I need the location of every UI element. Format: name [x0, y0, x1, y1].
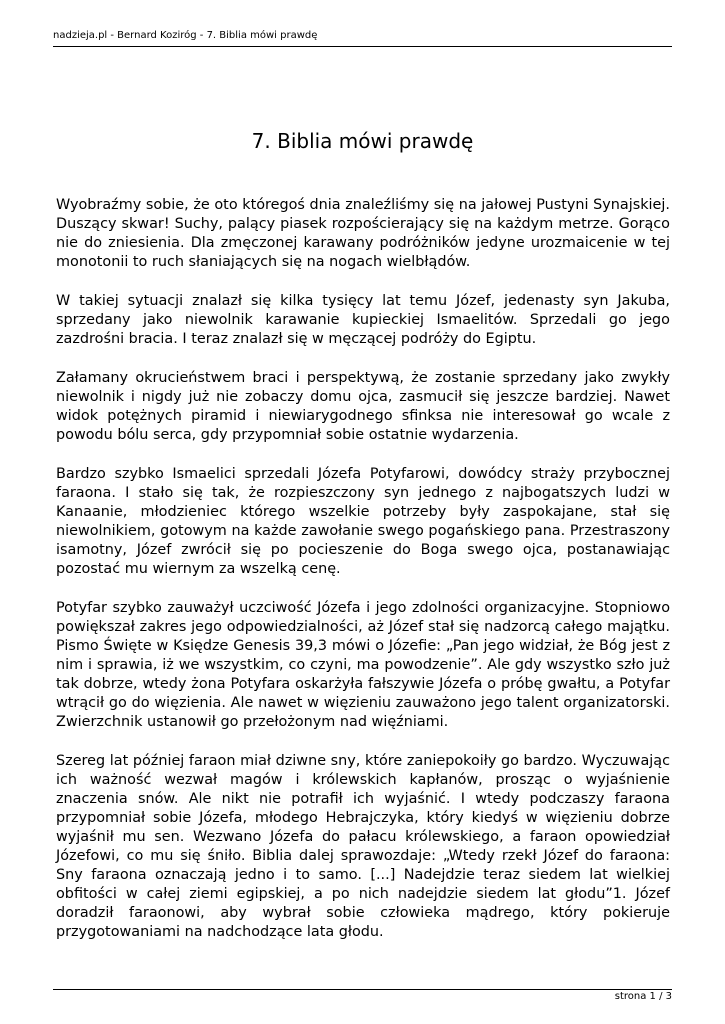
article-body	[56, 196, 670, 962]
paragraph: Wyobraźmy sobie, że oto któregoś dnia znaleźliśmy się na jałowej Pustyni Synajskiej. Duszący skwar! Suchy, palący piasek rozpościerający się na każdym metrze. Gorąco nie do zniesienia. Dla zmęczonej karawany podróżników jedyne urozmaicenie w tej monotonii to ruch słaniających się na nogach wielbłądów.	[56, 197, 670, 270]
paragraph: Potyfar szybko zauważył uczciwość Józefa i jego zdolności organizacyjne. Stopniowo powiększał zakres jego odpowiedzialności, aż Józef stał się nadzorcą całego majątku. Pismo Święte w Księdze Genesis 39,3 mówi o Józefie: „Pan jego widział, że Bóg jest z nim i sprawia, iż we wszystkim, co czyni, ma powodzenie”. Ale gdy wszystko szło już tak dobrze, wtedy żona Potyfara oskarżyła fałszywie Józefa o próbę gwałtu, a Potyfar wtrącił go do więzienia. Ale nawet w więzieniu zauważono jego talent organizatorski. Zwierzchnik ustanowił go przełożonym nad więźniami.	[56, 600, 670, 730]
header-divider	[53, 46, 672, 47]
paragraph: Załamany okrucieństwem braci i perspektywą, że zostanie sprzedany jako zwykły niewolnik i nigdy już nie zobaczy domu ojca, zasmucił się jeszcze bardziej. Nawet widok potężnych piramid i niewiarygodnego sfinksa nie interesował go wcale z powodu bólu serca, gdy przypomniał sobie ostatnie wydarzenia.	[56, 370, 670, 443]
page-header: nadzieja.pl - Bernard Koziróg - 7. Biblia mówi prawdę	[53, 30, 318, 41]
footer-divider	[53, 989, 672, 990]
paragraph: Szereg lat później faraon miał dziwne sny, które zaniepokoiły go bardzo. Wyczuwając ich ważność wezwał magów i królewskich kapłanów, prosząc o wyjaśnienie znaczenia snów. Ale nikt nie potrafił ich wyjaśnić. I wtedy podczaszy faraona przypomniał sobie Józefa, młodego Hebrajczyka, który kiedyś w więzieniu dobrze wyjaśnił mu sen. Wezwano Józefa do pałacu królewskiego, a faraon opowiedział Józefowi, co mu się śniło. Biblia dalej sprawozdaje: „Wtedy rzekł Józef do faraona: Sny faraona oznaczają jedno i to samo. [...] Nadejdzie teraz siedem lat wielkiej obfitości w całej ziemi egipskiej, a po nich nadejdzie siedem lat głodu”1. Józef doradził faraonowi, aby wybrał sobie człowieka mądrego, który pokieruje przygotowaniami na nadchodzące lata głodu.	[56, 753, 670, 940]
page-title: 7. Biblia mówi prawdę	[251, 129, 474, 154]
paragraph: W takiej sytuacji znalazł się kilka tysięcy lat temu Józef, jedenasty syn Jakuba, sprzedany jako niewolnik karawanie kupieckiej Ismaelitów. Sprzedali go jego zazdrośni bracia. I teraz znalazł się w męczącej podróży do Egiptu.	[56, 293, 670, 347]
page-number: strona 1 / 3	[614, 991, 672, 1002]
paragraph: Bardzo szybko Ismaelici sprzedali Józefa Potyfarowi, dowódcy straży przybocznej faraona. I stało się tak, że rozpieszczony syn jednego z najbogatszych ludzi w Kanaanie, młodzieniec którego wszelkie potrzeby były zaspokajane, stał się niewolnikiem, gotowym na każde zawołanie swego pogańskiego pana. Przestraszony isamotny, Józef zwrócił się po pocieszenie do Boga swego ojca, postanawiając pozostać mu wiernym za wszelką cenę.	[56, 466, 670, 577]
